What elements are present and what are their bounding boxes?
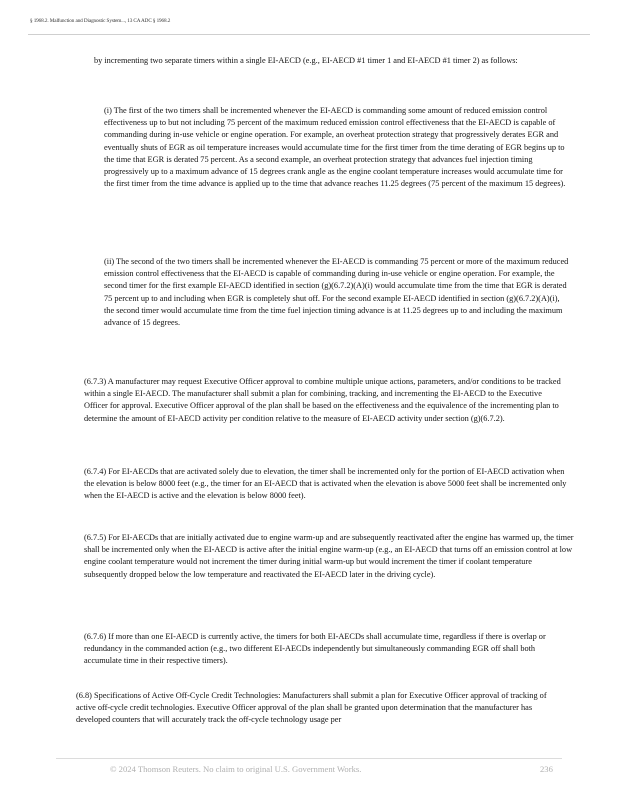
- footer-divider: [56, 758, 562, 759]
- paragraph-6-8: (6.8) Specifications of Active Off-Cycle Credit Technologies: Manufacturers shall submit a plan for Executive Officer approval of tracking of active off-cycle credit technologies. Executive Officer approval of the plan shall be granted upon determination that the manufacturer has developed counters that will accurately track the off-cycle technology usage per: [76, 691, 547, 725]
- footer-copyright: © 2024 Thomson Reuters. No claim to original U.S. Government Works.: [110, 764, 362, 774]
- page-number: 236: [540, 764, 553, 774]
- header-divider: [28, 34, 590, 35]
- paragraph-6-7-6: (6.7.6) If more than one EI-AECD is currently active, the timers for both EI-AECDs shall accumulate time, regardless if there is overlap or redundancy in the commanded action (e.g., two different EI-AECDs independently but simultaneously commanding EGR off shall both accumulate time in their respective timers).: [84, 632, 546, 666]
- running-header: § 1968.2. Malfunction and Diagnostic System..., 13 CA ADC § 1968.2: [30, 18, 171, 24]
- paragraph-6-7-4: (6.7.4) For EI-AECDs that are activated solely due to elevation, the timer shall be incremented only for the portion of EI-AECD activation when the elevation is below 8000 feet (e.g., the timer for an EI-AECD that is activated when the elevation is above 5000 feet shall be incremented only when the EI-AECD is active and the elevation is below 8000 feet).: [84, 467, 567, 501]
- paragraph-6-7-5: (6.7.5) For EI-AECDs that are initially activated due to engine warm-up and are subsequently reactivated after the engine has warmed up, the timer shall be incremented only when the EI-AECD is active after the initial engine warm-up (e.g., an EI-AECD that turns off an emission control at low engine coolant temperature would not increment the timer during initial warm-up but would increment the timer if coolant temperature subsequently dropped below the low temperature and reactivated the EI-AECD later in the driving cycle).: [84, 533, 574, 579]
- paragraph-second-timer: (ii) The second of the two timers shall be incremented whenever the EI-AECD is commanding 75 percent or more of the maximum reduced emission control effectiveness that the EI-AECD is capable of commanding during in-use vehicle or engine operation. For example, the second timer for the first example EI-AECD identified in section (g)(6.7.2)(A)(i) would accumulate time from the time that EGR is derated 75 percent up to and including when EGR is completely shut off. For the second example EI-AECD identified in section (g)(6.7.2)(A)(i), the second timer would accumulate time from the time fuel injection timing advance is at 11.25 degrees up to and including the maximum advance of 15 degrees.: [104, 257, 569, 328]
- paragraph-6-7-3: (6.7.3) A manufacturer may request Executive Officer approval to combine multiple unique actions, parameters, and/or conditions to be tracked within a single EI-AECD. The manufacturer shall submit a plan for combining, tracking, and incrementing the EI-AECD to the Executive Officer for approval. Executive Officer approval of the plan shall be based on the effectiveness and the equivalence of the incrementing plan to determine the amount of EI-AECD activity per condition relative to the measure of EI-AECD activity under section (g)(6.7.2).: [84, 377, 561, 423]
- paragraph-timer-intro: by incrementing two separate timers within a single EI-AECD (e.g., EI-AECD #1 timer 1 and EI-AECD #1 timer 2) as follows:: [94, 56, 518, 65]
- paragraph-first-timer: (i) The first of the two timers shall be incremented whenever the EI-AECD is commanding some amount of reduced emission control effectiveness up to but not including 75 percent of the maximum reduced emission control effectiveness that the EI-AECD is capable of commanding during in-use vehicle or engine operation. For example, an overheat protection strategy that progressively derates EGR and eventually shuts of EGR as oil temperature increases would accumulate time for the first timer from the time derating of EGR begins up to the time that EGR is derated 75 percent. As a second example, an overheat protection strategy that advances fuel injection timing progressively up to a maximum advance of 15 degrees crank angle as the engine coolant temperature increases would accumulate time for the first timer from the time advance is applied up to the time that advance reaches 11.25 degrees (75 percent of the maximum 15 degrees).: [104, 106, 566, 189]
